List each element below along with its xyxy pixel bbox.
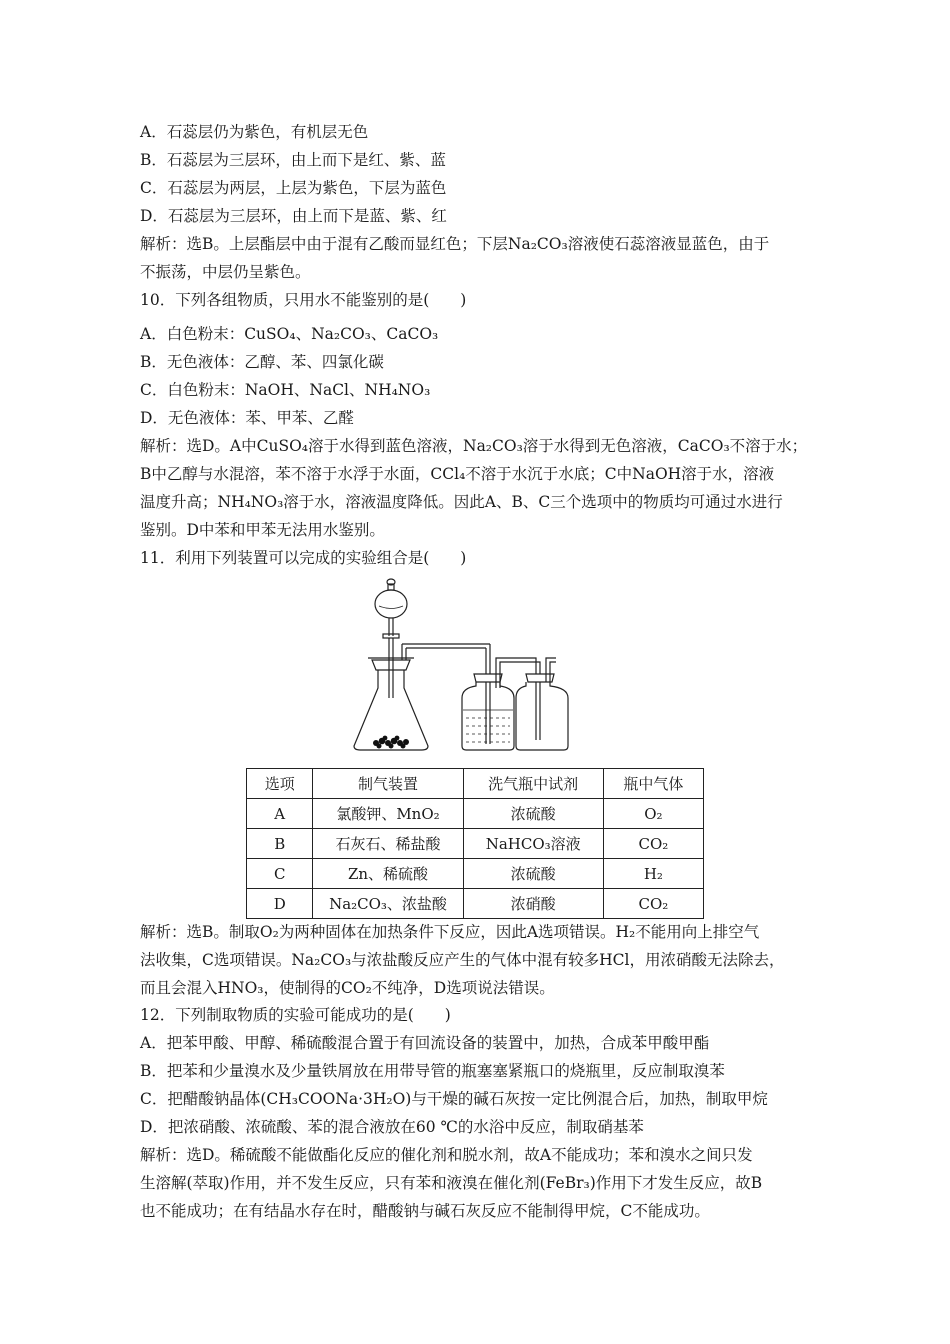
q12-stem: 12．下列制取物质的实验可能成功的是( ) xyxy=(140,1006,451,1024)
q10-option-b: B．无色液体：乙醇、苯、四氯化碳 xyxy=(140,353,384,371)
table-header-cell: 选项 xyxy=(247,769,313,799)
q10-option-a: A．白色粉末：CuSO₄、Na₂CO₃、CaCO₃ xyxy=(140,325,439,343)
q10-analysis-line: 温度升高；NH₄NO₃溶于水，溶液温度降低。因此A、B、C三个选项中的物质均可通过水进行 xyxy=(140,493,783,511)
q12-option-a: A．把苯甲酸、甲醇、稀硫酸混合置于有回流设备的装置中，加热，合成苯甲酸甲酯 xyxy=(140,1034,710,1052)
table-cell: 浓硫酸 xyxy=(463,799,603,829)
q9-option-a: A．石蕊层仍为紫色，有机层无色 xyxy=(140,123,369,141)
table-cell: Na₂CO₃、浓盐酸 xyxy=(313,889,463,919)
table-cell: 浓硝酸 xyxy=(463,889,603,919)
table-row xyxy=(247,799,704,829)
table-cell: 石灰石、稀盐酸 xyxy=(313,829,463,859)
q12-option-c: C．把醋酸钠晶体(CH₃COONa·3H₂O)与干燥的碱石灰按一定比例混合后，加热，制取甲烷 xyxy=(140,1090,768,1108)
q11-analysis-line: 而且会混入HNO₃，使制得的CO₂不纯净，D选项说法错误。 xyxy=(140,979,555,997)
q11-analysis-line: 法收集，C选项错误。Na₂CO₃与浓盐酸反应产生的气体中混有较多HCl，用浓硝酸无法除去， xyxy=(140,951,785,969)
q9-analysis-line: 不振荡，中层仍呈紫色。 xyxy=(140,263,311,281)
table-cell: H₂ xyxy=(603,859,703,889)
table-cell: Zn、稀硫酸 xyxy=(313,859,463,889)
q12-analysis-line: 解析：选D。稀硫酸不能做酯化反应的催化剂和脱水剂，故A不能成功；苯和溴水之间只发 xyxy=(140,1146,753,1164)
q9-option-b: B．石蕊层为三层环，由上而下是红、紫、蓝 xyxy=(140,151,446,169)
q10-option-d: D．无色液体：苯、甲苯、乙醛 xyxy=(140,409,354,427)
table-cell: 浓硫酸 xyxy=(463,859,603,889)
table-header-cell: 洗气瓶中试剂 xyxy=(463,769,603,799)
table-cell: CO₂ xyxy=(603,829,703,859)
q10-analysis-line: B中乙醇与水混溶，苯不溶于水浮于水面，CCl₄不溶于水沉于水底；C中NaOH溶于水，溶液 xyxy=(140,465,775,483)
table-row xyxy=(247,859,704,889)
q12-option-b: B．把苯和少量溴水及少量铁屑放在用带导管的瓶塞塞紧瓶口的烧瓶里，反应制取溴苯 xyxy=(140,1062,725,1080)
table-cell: A xyxy=(247,799,313,829)
q10-option-c: C．白色粉末：NaOH、NaCl、NH₄NO₃ xyxy=(140,381,431,399)
table-header-cell: 制气装置 xyxy=(313,769,463,799)
q12-option-d: D．把浓硝酸、浓硫酸、苯的混合液放在60 ℃的水浴中反应，制取硝基苯 xyxy=(140,1118,644,1136)
table-header-row xyxy=(247,769,704,799)
table-cell: NaHCO₃溶液 xyxy=(463,829,603,859)
table-row xyxy=(247,889,704,919)
table-cell: C xyxy=(247,859,313,889)
q10-analysis-line: 鉴别。D中苯和甲苯无法用水鉴别。 xyxy=(140,521,385,539)
q9-option-d: D．石蕊层为三层环，由上而下是蓝、紫、红 xyxy=(140,207,447,225)
q12-analysis-line: 生溶解(萃取)作用，并不发生反应，只有苯和液溴在催化剂(FeBr₃)作用下才发生反应，故B xyxy=(140,1174,763,1192)
experiment-table xyxy=(246,768,704,919)
q12-analysis-line: 也不能成功；在有结晶水存在时，醋酸钠与碱石灰反应不能制得甲烷，C不能成功。 xyxy=(140,1202,710,1220)
q9-option-c: C．石蕊层为两层，上层为紫色，下层为蓝色 xyxy=(140,179,447,197)
q11-analysis-line: 解析：选B。制取O₂为两种固体在加热条件下反应，因此A选项错误。H₂不能用向上排空气 xyxy=(140,923,760,941)
q10-stem: 10．下列各组物质，只用水不能鉴别的是( ) xyxy=(140,291,467,309)
q9-analysis-line: 解析：选B。上层酯层中由于混有乙酸而显红色；下层Na₂CO₃溶液使石蕊溶液显蓝色，由于 xyxy=(140,235,770,253)
q11-stem: 11．利用下列装置可以完成的实验组合是( ) xyxy=(140,549,467,567)
table-cell: O₂ xyxy=(603,799,703,829)
table-cell: D xyxy=(247,889,313,919)
table-cell: CO₂ xyxy=(603,889,703,919)
table-cell: B xyxy=(247,829,313,859)
table-row xyxy=(247,829,704,859)
table-cell: 氯酸钾、MnO₂ xyxy=(313,799,463,829)
table-header-cell: 瓶中气体 xyxy=(603,769,703,799)
gas-apparatus-diagram xyxy=(350,578,600,754)
q10-analysis-line: 解析：选D。A中CuSO₄溶于水得到蓝色溶液，Na₂CO₃溶于水得到无色溶液，CaCO₃不溶于水； xyxy=(140,437,808,455)
